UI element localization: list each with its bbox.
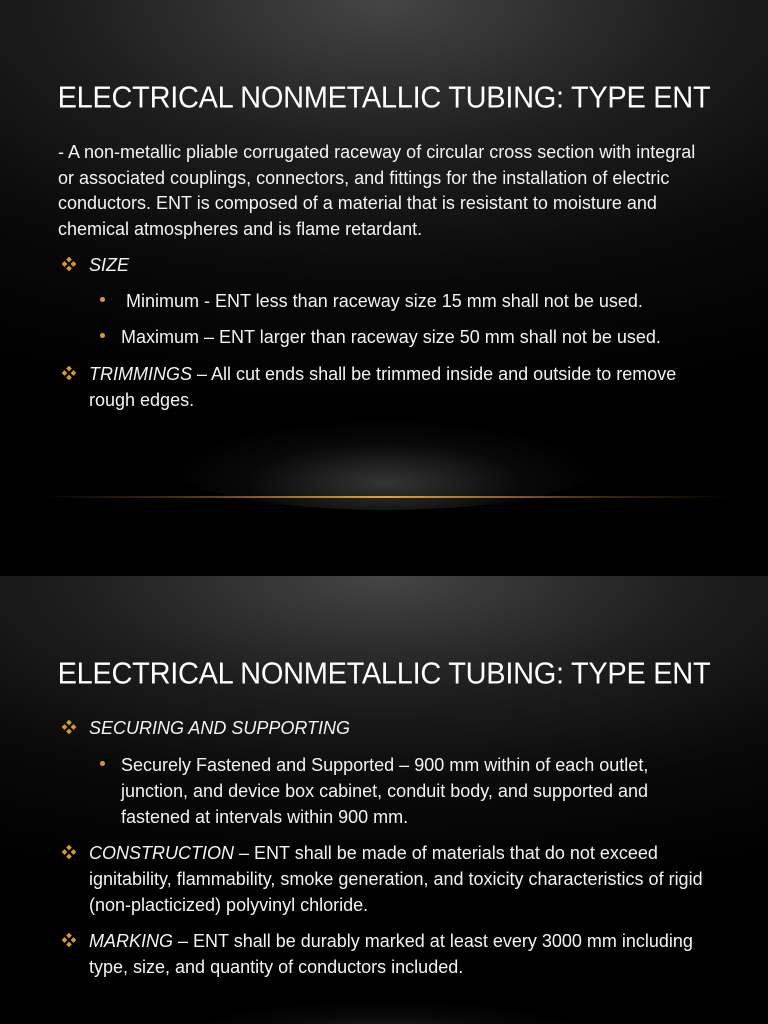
- size-minimum-item: Minimum - ENT less than raceway size 15 mm shall not be used.: [121, 291, 643, 311]
- trimmings-label: TRIMMINGS: [89, 364, 192, 384]
- slide-2: [0, 576, 768, 1024]
- trimmings-item: [89, 361, 709, 413]
- marking-item: [89, 928, 709, 980]
- securing-item: Securely Fastened and Supported – 900 mm within of each outlet, junction, and device box cabinet, conduit body, and supported and fastened at intervals within 900 mm.: [121, 755, 649, 827]
- diamond-bullet-icon: [62, 720, 76, 734]
- construction-item: [89, 840, 709, 918]
- diamond-bullet-icon: [62, 257, 76, 271]
- intro-paragraph: - A non-metallic pliable corrugated raceway of circular cross section with integral or associated couplings, connectors, and fittings for the installation of electric conductors. ENT is composed of a material that is resistant to moisture and chemical atmospheres and is flame retardant.: [58, 142, 696, 239]
- securing-heading: SECURING AND SUPPORTING: [89, 718, 351, 738]
- bullet-dot-icon: [100, 297, 105, 302]
- slide-title: ELECTRICAL NONMETALLIC TUBING: TYPE ENT: [57, 81, 711, 115]
- slide-title: ELECTRICAL NONMETALLIC TUBING: TYPE ENT: [57, 657, 711, 691]
- diamond-bullet-icon: [62, 366, 76, 380]
- size-heading: SIZE: [89, 255, 130, 275]
- diamond-bullet-icon: [62, 845, 76, 859]
- decorative-glow: [170, 1001, 600, 1024]
- decorative-rule: [40, 496, 730, 498]
- construction-text: ENT shall be made of materials that do not exceed ignitability, flammability, smoke generation, and toxicity characteristics of rigid (non-placticized) polyvinyl chloride.: [89, 843, 703, 915]
- bullet-dot-icon: [100, 761, 105, 766]
- bullet-dot-icon: [100, 333, 105, 338]
- size-maximum-item: Maximum – ENT larger than raceway size 50 mm shall not be used.: [121, 327, 661, 347]
- diamond-bullet-icon: [62, 933, 76, 947]
- marking-text: – ENT shall be durably marked at least every 3000 mm including type, size, and quantity of conductors included.: [89, 931, 693, 977]
- trimmings-text: – All cut ends shall be trimmed inside and outside to remove rough edges.: [89, 364, 677, 410]
- construction-label: CONSTRUCTION –: [89, 843, 250, 863]
- marking-label: MARKING: [89, 931, 174, 951]
